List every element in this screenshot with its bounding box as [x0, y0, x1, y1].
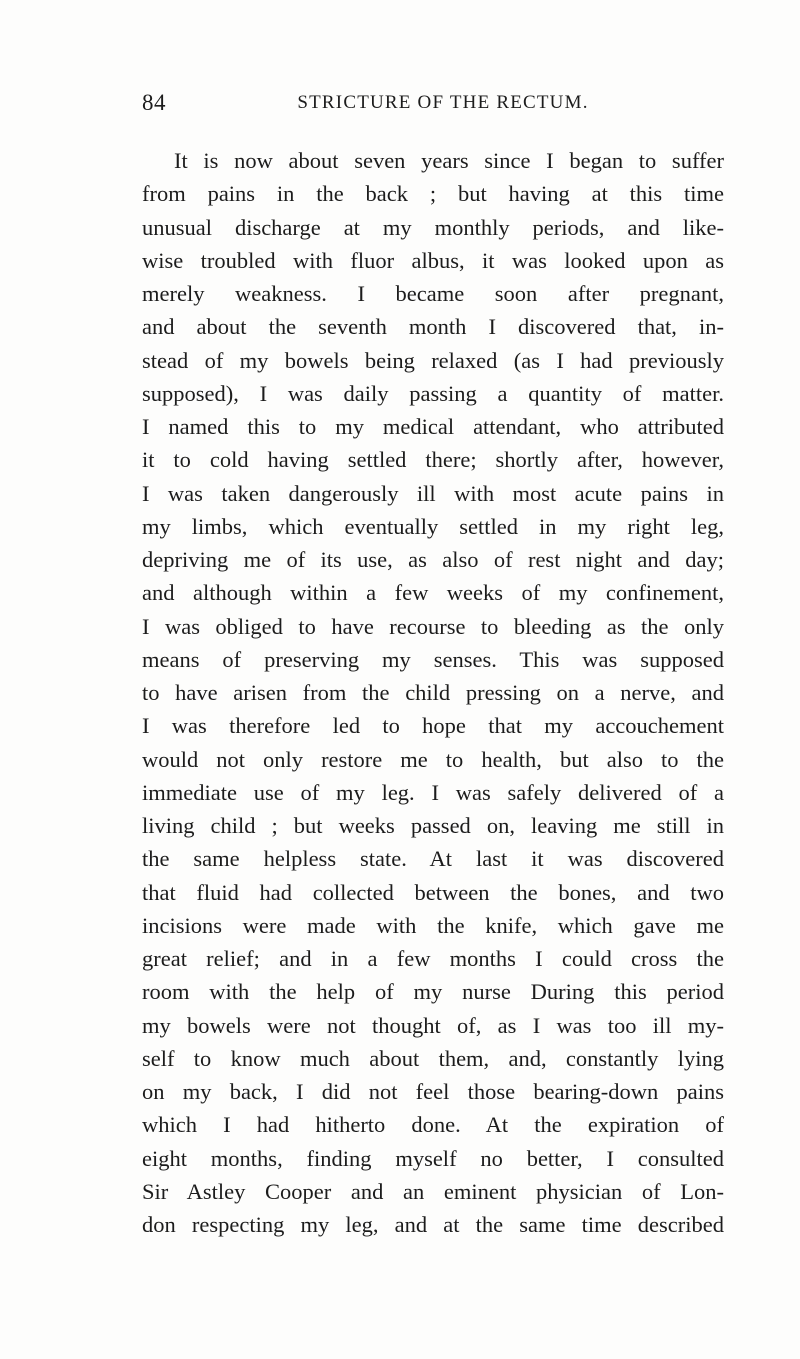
running-title: STRICTURE OF THE RECTUM. — [297, 92, 589, 113]
text-line: it to cold having settled there; shortly after, however, — [142, 447, 724, 473]
text-line: room with the help of my nurse During this period — [142, 979, 724, 1005]
text-line: self to know much about them, and, constantly lying — [142, 1045, 724, 1071]
text-line: from pains in the back ; but having at this time — [142, 181, 724, 207]
text-line: I named this to my medical attendant, who attributed — [142, 414, 724, 439]
text-line: living child ; but weeks passed on, leaving me still in — [142, 813, 724, 838]
text-line: unusual discharge at my monthly periods, and like- — [142, 214, 724, 240]
text-line: wise troubled with fluor albus, it was looked upon as — [142, 247, 724, 273]
text-line: incisions were made with the knife, which gave me — [142, 912, 724, 938]
text-line: don respecting my leg, and at the same time described — [142, 1212, 724, 1237]
page-number: 84 — [142, 90, 166, 115]
text-line: depriving me of its use, as also of rest night and day; — [142, 547, 724, 572]
text-line: merely weakness. I became soon after pregnant, — [142, 281, 724, 306]
text-line: It is now about seven years since I began to suffer — [174, 148, 724, 173]
text-line: that fluid had collected between the bones, and two — [142, 879, 724, 905]
text-line: great relief; and in a few months I could cross the — [142, 946, 724, 971]
text-line: which I had hitherto done. At the expiration of — [142, 1112, 724, 1138]
text-line: I was obliged to have recourse to bleeding as the only — [142, 613, 724, 639]
text-line: my limbs, which eventually settled in my right leg, — [142, 513, 724, 539]
page-header — [142, 88, 724, 118]
text-line: and about the seventh month I discovered that, in- — [142, 314, 724, 340]
body-text — [142, 144, 724, 1241]
text-line: the same helpless state. At last it was discovered — [142, 846, 724, 872]
text-line: would not only restore me to health, but also to the — [142, 746, 724, 772]
text-line: I was therefore led to hope that my accouchement — [142, 713, 724, 739]
text-line: to have arisen from the child pressing on a nerve, and — [142, 680, 724, 705]
text-line: immediate use of my leg. I was safely delivered of a — [142, 779, 724, 805]
text-line: eight months, finding myself no better, I consulted — [142, 1145, 724, 1171]
text-line: I was taken dangerously ill with most acute pains in — [142, 480, 724, 506]
text-line: and although within a few weeks of my confinement, — [142, 580, 724, 606]
text-line: my bowels were not thought of, as I was too ill my- — [142, 1012, 724, 1038]
text-line: supposed), I was daily passing a quantity of matter. — [142, 380, 724, 406]
text-line: on my back, I did not feel those bearing-down pains — [142, 1079, 724, 1104]
text-line: means of preserving my senses. This was supposed — [142, 646, 724, 672]
text-line: Sir Astley Cooper and an eminent physician of Lon- — [142, 1178, 724, 1204]
text-line: stead of my bowels being relaxed (as I had previously — [142, 347, 724, 373]
